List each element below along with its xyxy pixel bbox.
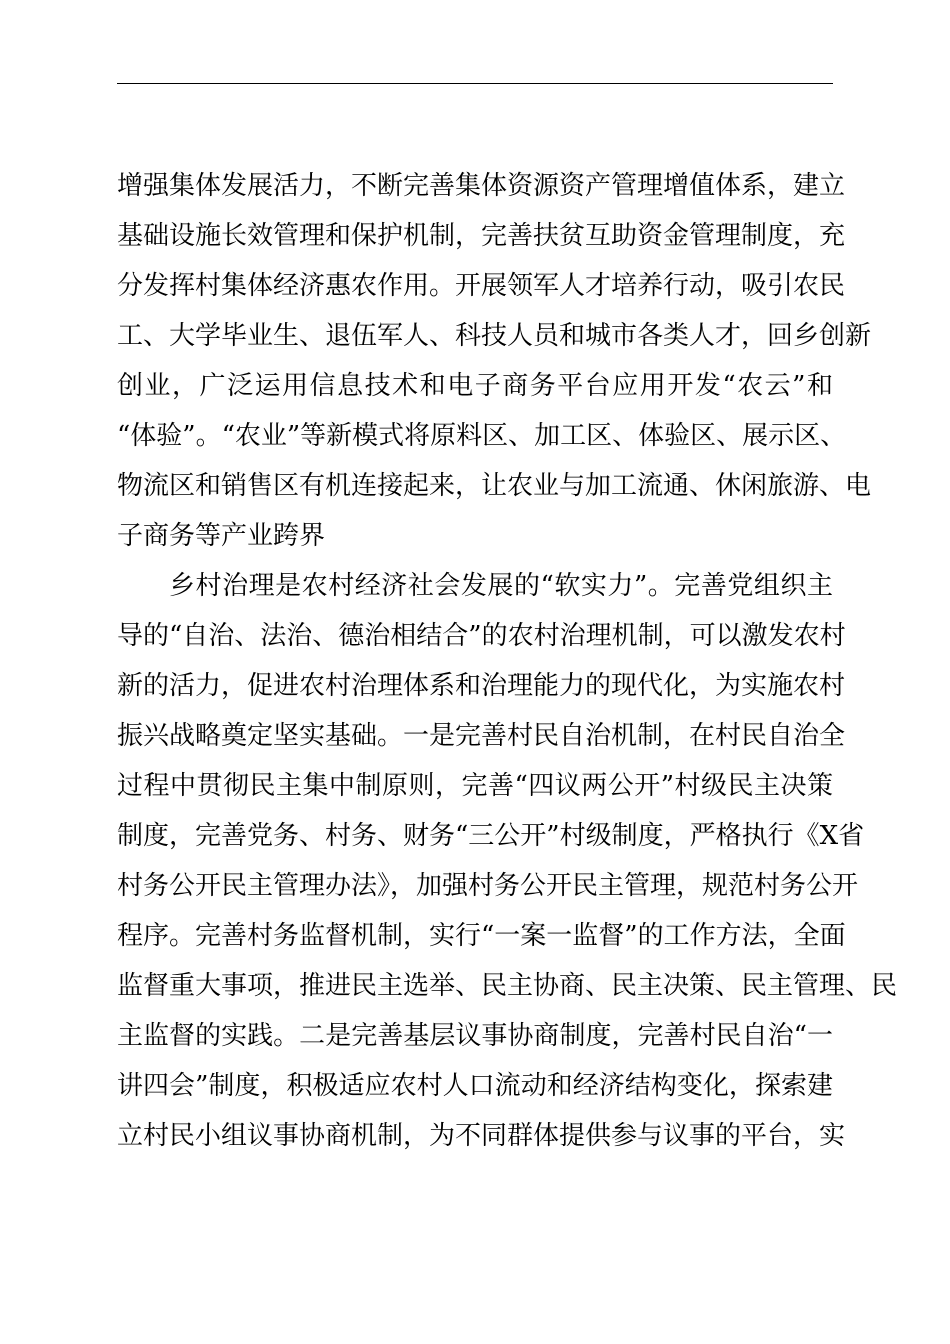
paragraph-line: 分发挥村集体经济惠农作用。开展领军人才培养行动，吸引农民: [117, 271, 846, 301]
paragraph-line: 工、大学毕业生、退伍军人、科技人员和城市各类人才，回乡创新: [117, 321, 872, 351]
paragraph-line: 子商务等产业跨界: [117, 521, 326, 551]
header-rule: [117, 83, 833, 84]
paragraph-line: 振兴战略奠定坚实基础。一是完善村民自治机制，在村民自治全: [117, 721, 846, 751]
paragraph-line: 程序。完善村务监督机制，实行“一案一监督”的工作方法，全面: [117, 921, 846, 951]
paragraph-line: 讲四会”制度，积极适应农村人口流动和经济结构变化，探索建: [117, 1071, 833, 1101]
paragraph-line: 新的活力，促进农村治理体系和治理能力的现代化，为实施农村: [117, 671, 846, 701]
paragraph-line: 监督重大事项，推进民主选举、民主协商、民主决策、民主管理、民: [117, 971, 898, 1001]
paragraph-line: 过程中贯彻民主集中制原则，完善“四议两公开”村级民主决策: [117, 771, 833, 801]
paragraph-line: 制度，完善党务、村务、财务“三公开”村级制度，严格执行《X省: [117, 821, 865, 851]
paragraph-line: 主监督的实践。二是完善基层议事协商制度，完善村民自治“一: [117, 1021, 833, 1051]
paragraph-line: 导的“自治、法治、德治相结合”的农村治理机制，可以激发农村: [117, 621, 846, 651]
paragraph-line: 村务公开民主管理办法》，加强村务公开民主管理，规范村务公开: [117, 871, 859, 901]
paragraph-line: 创业，广泛运用信息技术和电子商务平台应用开发“农云”和: [117, 371, 833, 401]
paragraph-line: 立村民小组议事协商机制，为不同群体提供参与议事的平台，实: [117, 1121, 846, 1151]
paragraph-line: 物流区和销售区有机连接起来，让农业与加工流通、休闲旅游、电: [117, 471, 872, 501]
paragraph-line: 增强集体发展活力，不断完善集体资源资产管理增值体系，建立: [117, 171, 846, 201]
paragraph-line: 乡村治理是农村经济社会发展的“软实力”。完善党组织主: [169, 571, 833, 601]
paragraph-line: “体验”。“农业”等新模式将原料区、加工区、体验区、展示区、: [117, 421, 847, 451]
paragraph-line: 基础设施长效管理和保护机制，完善扶贫互助资金管理制度，充: [117, 221, 846, 251]
